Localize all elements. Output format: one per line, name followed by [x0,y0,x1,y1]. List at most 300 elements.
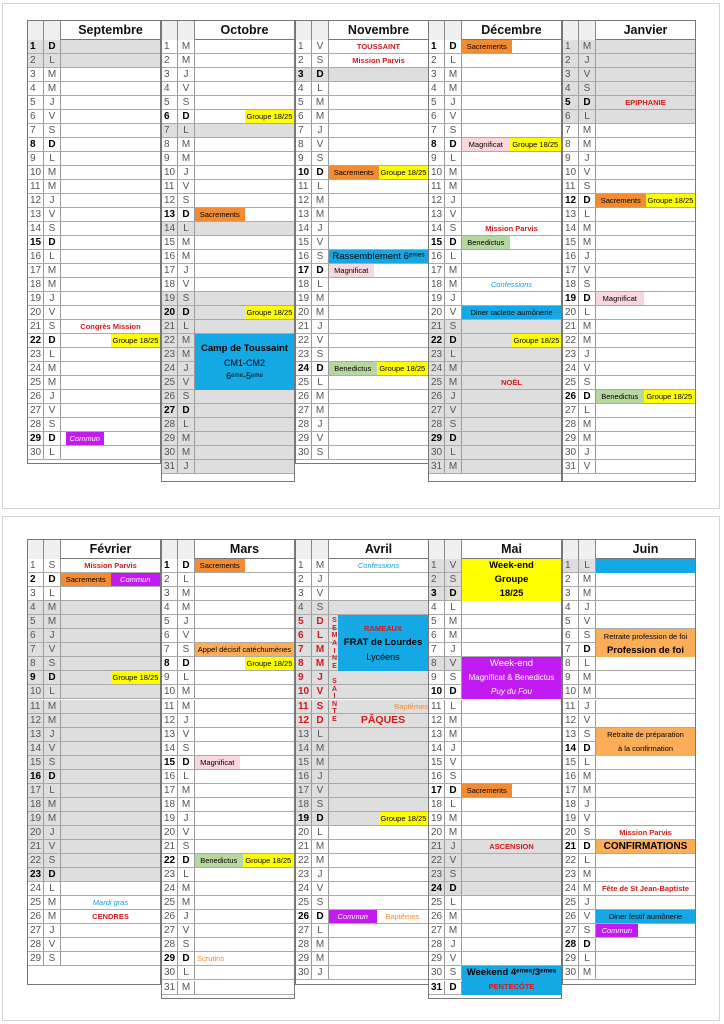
day-row [28,446,160,460]
day-event-cell [61,952,160,965]
day-row [563,250,695,264]
day-event-cell [195,798,294,811]
day-letter: D [44,138,61,151]
day-number: 11 [162,700,178,713]
day-event-cell [596,671,695,684]
day-event-cell [462,756,561,769]
day-number: 7 [296,643,312,656]
day-letter: V [312,784,329,797]
day-row [296,250,428,264]
day-row [162,601,294,615]
day-number: 3 [296,68,312,81]
day-letter: J [312,320,329,333]
day-number: 29 [429,952,445,965]
day-number: 5 [28,615,44,628]
day-letter: J [445,742,462,755]
day-row [296,685,428,699]
day-number: 18 [296,798,312,811]
day-letter: L [312,180,329,193]
day-row [162,924,294,938]
day-event-cell [61,54,160,67]
day-letter: M [445,278,462,291]
day-row [28,250,160,264]
day-number: 6 [563,110,579,123]
day-letter: S [178,938,195,951]
day-letter: M [44,896,61,909]
day-row [429,138,561,152]
day-row [28,657,160,671]
day-event-cell [61,250,160,263]
day-letter: L [312,82,329,95]
day-letter: S [579,728,596,741]
day-event-cell [596,404,695,417]
day-number: 12 [28,194,44,207]
day-event-cell [195,714,294,727]
day-event-cell [195,559,294,572]
day-letter: J [312,573,329,586]
day-letter: J [579,601,596,614]
day-letter: D [579,194,596,207]
day-letter: L [178,573,195,586]
day-letter: D [445,236,462,249]
day-letter: D [312,714,329,727]
day-number: 20 [28,826,44,839]
day-letter: M [579,40,596,53]
day-letter: S [178,96,195,109]
day-event-cell [195,966,294,979]
day-letter: M [312,96,329,109]
day-letter: S [579,82,596,95]
day-letter: M [178,152,195,165]
day-number: 15 [28,236,44,249]
day-letter: S [312,152,329,165]
day-number: 4 [563,82,579,95]
day-number: 15 [296,236,312,249]
day-row [563,418,695,432]
day-number: 24 [28,882,44,895]
day-row [296,966,428,980]
day-number: 14 [429,742,445,755]
header-cell-number [162,21,178,40]
event-label: Diner raclette aumônerie [462,306,561,319]
day-letter: M [312,657,329,670]
day-letter: J [579,54,596,67]
calendar-page-1 [2,3,720,509]
day-letter: D [312,615,329,628]
day-number: 29 [563,432,579,445]
day-event-cell [596,756,695,769]
event-label: Magnificat [195,756,240,769]
day-row [429,166,561,180]
day-letter: D [579,643,596,656]
day-row [296,559,428,573]
day-number: 6 [429,110,445,123]
day-row [28,573,160,587]
day-row [162,840,294,854]
day-row [429,320,561,334]
day-letter: S [44,320,61,333]
day-event-cell [61,96,160,109]
day-event-cell [329,250,428,263]
day-row [162,938,294,952]
day-number: 2 [563,573,579,586]
day-letter: D [445,981,462,994]
day-number: 25 [296,896,312,909]
day-letter: M [178,587,195,600]
day-letter: V [44,306,61,319]
day-letter: L [312,826,329,839]
month-header [296,21,428,40]
day-event-cell [195,952,294,965]
day-number: 17 [563,784,579,797]
day-row [162,194,294,208]
day-letter: J [44,924,61,937]
day-letter: V [178,826,195,839]
day-number: 17 [162,264,178,277]
day-number: 23 [28,348,44,361]
day-event-cell [195,742,294,755]
day-number: 2 [563,54,579,67]
day-number: 4 [429,82,445,95]
day-row [429,446,561,460]
day-row [28,376,160,390]
header-cell-day [445,21,462,40]
day-event-cell [195,124,294,137]
day-number: 16 [296,250,312,263]
day-number: 18 [429,278,445,291]
month-novembre [295,20,429,464]
day-number: 1 [563,559,579,572]
day-event-cell [195,657,294,670]
day-row [162,798,294,812]
day-number: 6 [28,110,44,123]
day-letter: L [445,700,462,713]
day-letter: L [579,306,596,319]
day-number: 17 [563,264,579,277]
day-letter: M [312,742,329,755]
event-label: Congrès Mission [80,322,141,331]
day-event-cell [195,138,294,151]
day-letter: M [312,952,329,965]
day-event-cell [462,418,561,431]
day-event-cell [596,882,695,895]
day-event-cell [329,671,428,684]
retraite-confirmation-block-line: à la confirmation [617,743,674,753]
month-header [296,540,428,559]
day-letter: M [579,587,596,600]
baptemes-label [338,700,428,714]
day-letter: S [312,250,329,263]
day-letter: S [44,418,61,431]
day-event-cell [462,180,561,193]
day-letter: S [178,742,195,755]
day-letter: M [178,601,195,614]
day-row [162,587,294,601]
header-cell-number [296,540,312,559]
day-letter: M [44,714,61,727]
event-label: Benedictus [596,390,644,403]
day-row [162,432,294,446]
day-row [28,320,160,334]
event-label: Groupe 18/25 [112,673,159,683]
day-row [28,292,160,306]
day-letter: M [312,756,329,769]
day-number: 1 [296,40,312,53]
day-event-cell [462,138,561,151]
day-row [162,615,294,629]
day-number: 31 [429,981,445,994]
day-number: 24 [563,882,579,895]
day-letter: M [579,882,596,895]
day-event-cell [462,292,561,305]
day-row [296,390,428,404]
day-letter: V [44,742,61,755]
day-letter: V [178,629,195,642]
day-event-cell [329,278,428,291]
day-row [296,784,428,798]
day-event-cell [61,587,160,600]
day-row [429,390,561,404]
day-event-cell [596,910,695,923]
event-label: Groupe 18/25 [246,112,293,121]
profession-de-foi-block-line: Profession de foi [606,644,685,656]
day-number: 10 [296,685,312,698]
day-number: 27 [28,924,44,937]
retraite-profession-block-line: Retraite profession de foi [603,631,688,641]
day-number: 28 [296,938,312,951]
day-event-cell [195,222,294,235]
day-letter: V [44,208,61,221]
day-letter: V [445,756,462,769]
day-row [563,615,695,629]
day-letter: S [178,194,195,207]
day-row [162,700,294,714]
day-event-cell [195,166,294,179]
day-letter: J [579,250,596,263]
day-row [162,180,294,194]
day-number: 5 [429,615,445,628]
day-letter: L [44,152,61,165]
day-number: 14 [563,742,579,755]
day-number: 24 [162,882,178,895]
day-event-cell [195,68,294,81]
day-event-cell [462,601,561,614]
day-letter: V [44,938,61,951]
day-row [162,657,294,671]
day-letter: M [312,404,329,417]
day-number: 25 [296,376,312,389]
day-row [563,124,695,138]
day-event-cell [596,446,695,459]
month-name: Novembre [347,23,410,37]
day-number: 4 [563,601,579,614]
day-row [563,868,695,882]
day-event-cell [195,671,294,684]
day-number: 4 [296,601,312,614]
day-row [296,756,428,770]
day-event-cell [462,868,561,881]
day-row [296,587,428,601]
day-number: 25 [429,376,445,389]
event-label: Mission Parvis [84,561,137,570]
day-event-cell [61,826,160,839]
day-number: 30 [28,446,44,459]
day-event-cell [329,882,428,895]
day-row [296,938,428,952]
day-number: 20 [296,826,312,839]
day-letter: M [178,896,195,909]
event-label: Confessions [490,280,533,289]
day-row [563,657,695,671]
day-number: 19 [429,292,445,305]
day-number: 9 [296,152,312,165]
day-letter: V [445,559,462,572]
day-event-cell [329,573,428,586]
day-letter: L [579,110,596,123]
day-row [28,952,160,966]
day-row [296,334,428,348]
day-number: 30 [162,446,178,459]
day-letter: L [579,854,596,867]
month-name: Mai [501,542,522,556]
day-event-cell [61,643,160,656]
day-event-cell [462,82,561,95]
paques-label-line: PÂQUES [360,714,406,727]
day-event-cell [462,882,561,895]
day-letter: D [178,559,195,572]
retraite-confirmation-block-line: Retraite de préparation [607,729,684,739]
event-label: Groupe 18/25 [513,336,560,345]
day-letter: D [178,110,195,123]
day-number: 6 [162,629,178,642]
day-letter: V [178,180,195,193]
day-row [162,54,294,68]
day-letter: V [312,334,329,347]
day-number: 7 [563,124,579,137]
day-number: 7 [28,124,44,137]
day-event-cell [329,559,428,572]
day-row [296,292,428,306]
day-event-cell [596,573,695,586]
day-event-cell [329,54,428,67]
day-number: 29 [296,952,312,965]
day-letter: D [44,432,61,445]
day-number: 22 [429,854,445,867]
day-letter: V [445,404,462,417]
day-number: 11 [28,180,44,193]
month-header [563,21,695,40]
day-letter: J [579,152,596,165]
day-row [429,334,561,348]
day-letter: M [312,390,329,403]
day-number: 7 [429,124,445,137]
day-event-cell [195,82,294,95]
day-letter: D [44,671,61,684]
day-event-cell [195,629,294,642]
day-number: 30 [563,446,579,459]
day-letter: L [44,587,61,600]
day-letter: V [44,110,61,123]
day-number: 30 [429,446,445,459]
day-number: 3 [162,587,178,600]
day-number: 9 [296,671,312,684]
day-letter: M [579,418,596,431]
day-row [563,601,695,615]
event-label: Sacrements [462,40,512,53]
day-letter: S [44,124,61,137]
day-letter: J [44,826,61,839]
day-row [429,278,561,292]
day-event-cell [195,152,294,165]
day-letter: M [312,110,329,123]
day-event-cell [329,348,428,361]
month-header [28,540,160,559]
day-row [296,868,428,882]
day-letter: J [178,166,195,179]
day-number: 18 [563,278,579,291]
day-number: 3 [429,587,445,600]
day-letter: L [178,418,195,431]
day-event-cell [329,418,428,431]
day-number: 30 [296,446,312,459]
day-event-cell [329,952,428,965]
day-letter: M [44,601,61,614]
day-event-cell [329,110,428,123]
day-row [28,96,160,110]
day-letter: M [579,685,596,698]
day-event-cell [596,685,695,698]
day-event-cell [61,334,160,347]
day-row [28,587,160,601]
day-letter: L [312,376,329,389]
header-cell-number [28,540,44,559]
day-number: 7 [162,643,178,656]
day-letter: V [312,40,329,53]
day-number: 10 [162,685,178,698]
day-row [296,826,428,840]
day-number: 17 [162,784,178,797]
day-number: 4 [296,82,312,95]
day-row [28,812,160,826]
day-letter: V [312,882,329,895]
day-letter: D [579,292,596,305]
day-letter: L [579,208,596,221]
day-event-cell [61,770,160,783]
day-number: 27 [162,404,178,417]
day-row [563,432,695,446]
day-row [162,236,294,250]
day-number: 25 [162,896,178,909]
day-number: 6 [162,110,178,123]
day-number: 9 [563,152,579,165]
day-row [563,952,695,966]
day-number: 1 [162,40,178,53]
day-event-cell [462,68,561,81]
day-letter: V [579,615,596,628]
day-event-cell [329,601,428,614]
day-event-cell [462,812,561,825]
day-number: 6 [429,629,445,642]
day-letter: V [445,306,462,319]
day-event-cell [329,208,428,221]
day-letter: S [312,446,329,459]
day-letter: J [178,460,195,473]
frat-lourdes-block-line: Lycéens [366,652,400,663]
month-mai [428,539,562,999]
day-event-cell [596,264,695,277]
day-letter: L [312,278,329,291]
day-row [296,896,428,910]
